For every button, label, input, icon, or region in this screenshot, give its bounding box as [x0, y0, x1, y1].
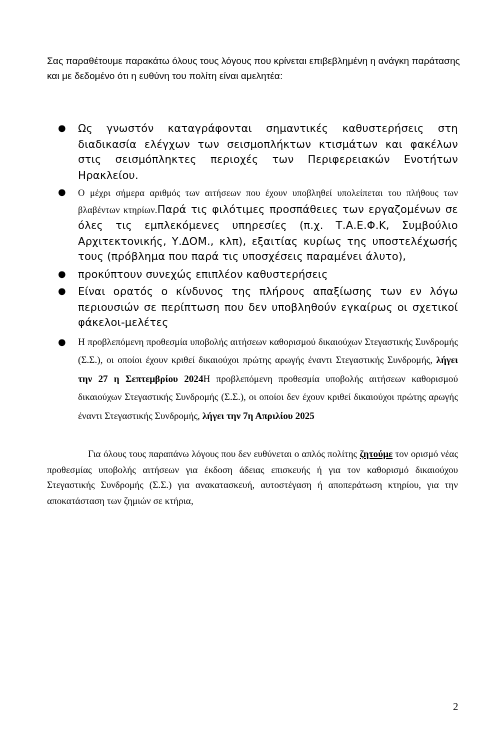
closing-text-end: τον ορισμό νέας προθεσμίας υποβολής αιτήσεων για έκδοση άδειας επισκευής ή για τον καθορισμό δικαιούχου Στεγαστικής Συνδρομής (Σ.Σ.) για ανακατασκευή, αυτοστέγαση ή αποπεράτωση κτηρίου, για την αποκατάσταση των ζημιών σε κτήρια,: [47, 449, 458, 507]
list-item-text: Παρά τις φιλότιμες προσπάθειες των εργαζομένων σε όλες τις εμπλεκόμενες υπηρεσίες (π.χ. Τ.Α.Ε.Φ.Κ, Συμβούλιο Αρχιτεκτονικής, Υ.ΔΟΜ., κλπ), εξαιτίας κυρίως της υποστελέχωσής τους (πρόβλημα που παρά τις υποσχέσεις παραμένει άλυτο),: [78, 203, 458, 263]
bullet-icon: ●: [58, 287, 66, 297]
list-item-text-serif: Ο μέχρι σήμερα αριθμός των αιτήσεων που έχουν υποβληθεί υπολείπεται του πλήθους των βλαβέντων κτηρίων.: [78, 189, 458, 216]
deadline-date-1: λήγει την 27 η Σεπτεμβρίου 2024: [78, 355, 458, 385]
list-item-text: Είναι ορατός ο κίνδυνος της πλήρους απαξίωσης των εν λόγω περιουσιών σε περίπτωση που δεν υποβληθούν εγκαίρως οι σχετικοί φάκελοι-μελέτες: [78, 286, 458, 329]
closing-paragraph: [47, 447, 458, 509]
reasons-list: [56, 122, 458, 426]
bullet-icon: ●: [58, 124, 66, 134]
deadline-text-1: Η προβλεπόμενη προθεσμία υποβολής αιτήσεων καθορισμού δικαιούχων Στεγαστικής Συνδρομής (Σ.Σ.), οι οποίοι έχουν κριθεί δικαιούχοι πρώτης αρωγής έναντι Στεγαστικής Συνδρομής,: [78, 336, 458, 366]
list-item-text: προκύπτουν συνεχώς επιπλέον καθυστερήσεις: [78, 268, 328, 281]
list-item: [56, 122, 458, 184]
page-number: 2: [453, 702, 459, 713]
intro-paragraph: Σας παραθέτουμε παρακάτω όλους τους λόγους που κρίνεται επιβεβλημένη η ανάγκη παράτασης και με δεδομένο ότι η ευθύνη του πολίτη είναι αμελητέα:: [47, 56, 460, 82]
bullet-icon: ●: [58, 337, 66, 348]
list-item: [56, 334, 458, 427]
deadline-text-2: Η προβλεπόμενη προθεσμία υποβολής αιτήσεων καθορισμού δικαιούχων Στεγαστικής Συνδρομής (Σ.Σ.), οι οποίοι δεν έχουν κριθεί δικαιούχοι πρώτης αρωγής έναντι Στεγαστικής Συνδρομής,: [78, 373, 458, 422]
list-item: [56, 285, 458, 332]
list-item: [56, 186, 458, 266]
list-item: [56, 268, 458, 284]
bullet-icon: ●: [58, 269, 66, 280]
deadline-date-2: λήγει την 7η Απριλίου 2025: [202, 410, 315, 422]
list-item-text: Ως γνωστόν καταγράφονται σημαντικές καθυστερήσεις στη διαδικασία ελέγχων των σεισμοπλήκτων κτισμάτων και φακέλων στις σεισμόπληκτες περιοχές των Περιφερειακών Ενοτήτων Ηρακλείου.: [78, 123, 458, 182]
bullet-icon: ●: [58, 188, 66, 198]
closing-emphasis: ζητούμε: [359, 449, 393, 460]
closing-text-start: Για όλους τους παραπάνω λόγους που δεν ευθύνεται ο απλός πολίτης: [88, 449, 360, 460]
